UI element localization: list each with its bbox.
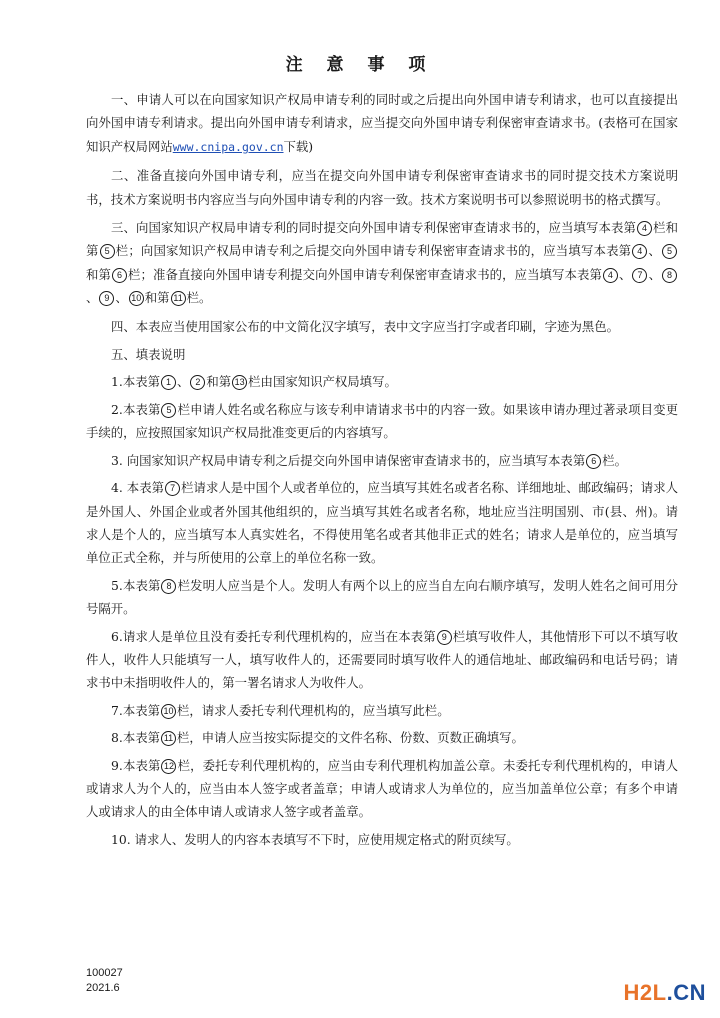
instruction-1: 1.本表第 1 、 2 和第 13 栏由国家知识产权局填写。 (111, 374, 397, 390)
instruction-4: 4. 本表第 7 栏请求人是中国个人或者单位的，应当填写其姓名或者名称、详细地址、邮政编码；请求人是外国人、外国企业或者外国其他组织的，应当填写其姓名或者名称，地址应当注明国别、市(县、州)。请求人是个人的，应当填写本人真实姓名，不得使用笔名或者其他非正式的姓名；请求人是单位的，应当填写单位正式全称，并与所使用的公章上的单位名称一致。 (86, 480, 679, 566)
instruction-3: 3. 向国家知识产权局申请专利之后提交向外国申请保密审查请求书的，应当填写本表第 6 栏。 (111, 452, 627, 468)
item-2: 二、准备直接向外国申请专利，应当在提交向外国申请专利保密审查请求书的同时提交技术方案说明书，技术方案说明书内容应当与向外国申请专利的内容一致。技术方案说明书可以参照说明书的格式撰写。 (86, 168, 678, 207)
instruction-5: 5.本表第 8 栏发明人应当是个人。发明人有两个以上的应当自左向右顺序填写，发明人姓名之间可用分号隔开。 (86, 577, 678, 617)
item-1: 一、申请人可以在向国家知识产权局申请专利的同时或之后提出向外国申请专利请求，也可以直接提出向外国申请专利请求。提出向外国申请专利请求，应当提交向外国申请专利保密审查请求书。(表格可在国家知识产权局网站www.cnipa.gov.cn下载) (86, 92, 678, 154)
page-title: 注 意 事 项 (285, 55, 435, 75)
watermark-logo: H2L.CN (623, 980, 706, 1005)
website-link[interactable]: www.cnipa.gov.cn (172, 139, 284, 154)
notice-body (86, 88, 678, 855)
form-date: 2021.6 (86, 982, 120, 994)
instruction-6: 6.请求人是单位且没有委托专利代理机构的，应当在本表第 9 栏填写收件人，其他情形下可以不填写收件人，收件人只能填写一人，填写收件人的，还需要同时填写收件人的通信地址、邮政编码和电话号码；请求书中未指明收件人的，第一署名请求人为收件人。 (86, 628, 678, 691)
item-5-heading: 五、填表说明 (111, 347, 186, 363)
instruction-2: 2.本表第 5 栏申请人姓名或名称应与该专利申请请求书中的内容一致。如果该申请办理过著录项目变更手续的，应按照国家知识产权局批准变更后的内容填写。 (86, 401, 678, 441)
instruction-8: 8.本表第 11 栏，申请人应当按实际提交的文件名称、份数、页数正确填写。 (111, 730, 524, 746)
item-3: 三、向国家知识产权局申请专利的同时提交向外国申请专利保密审查请求书的，应当填写本表第 4 栏和第 5 栏；向国家知识产权局申请专利之后提交向外国申请专利保密审查请求书的，应当填写本表第 4 、 5和第 6 栏；准备直接向外国申请专利提交向外国申请专利保密审查请求书的，应当填写本表第 4 、 7 、 8、 9 、 10 和第 11 栏。 (86, 220, 678, 306)
item-4: 四、本表应当使用国家公布的中文简化汉字填写，表中文字应当打字或者印刷，字迹为黑色。 (111, 318, 620, 334)
instruction-10: 10. 请求人、发明人的内容本表填写不下时，应使用规定格式的附页续写。 (111, 831, 519, 847)
instruction-7: 7.本表第 10 栏，请求人委托专利代理机构的，应当填写此栏。 (111, 702, 450, 718)
instruction-9: 9.本表第 12 栏，委托专利代理机构的，应当由专利代理机构加盖公章。未委托专利代理机构的，申请人或请求人为个人的，应当由本人签字或者盖章；申请人或请求人为单位的，应当加盖单位公章；有多个申请人或请求人的由全体申请人或请求人签字或者盖章。 (86, 757, 678, 820)
form-code: 100027 (86, 967, 123, 979)
form-footer (86, 966, 123, 996)
